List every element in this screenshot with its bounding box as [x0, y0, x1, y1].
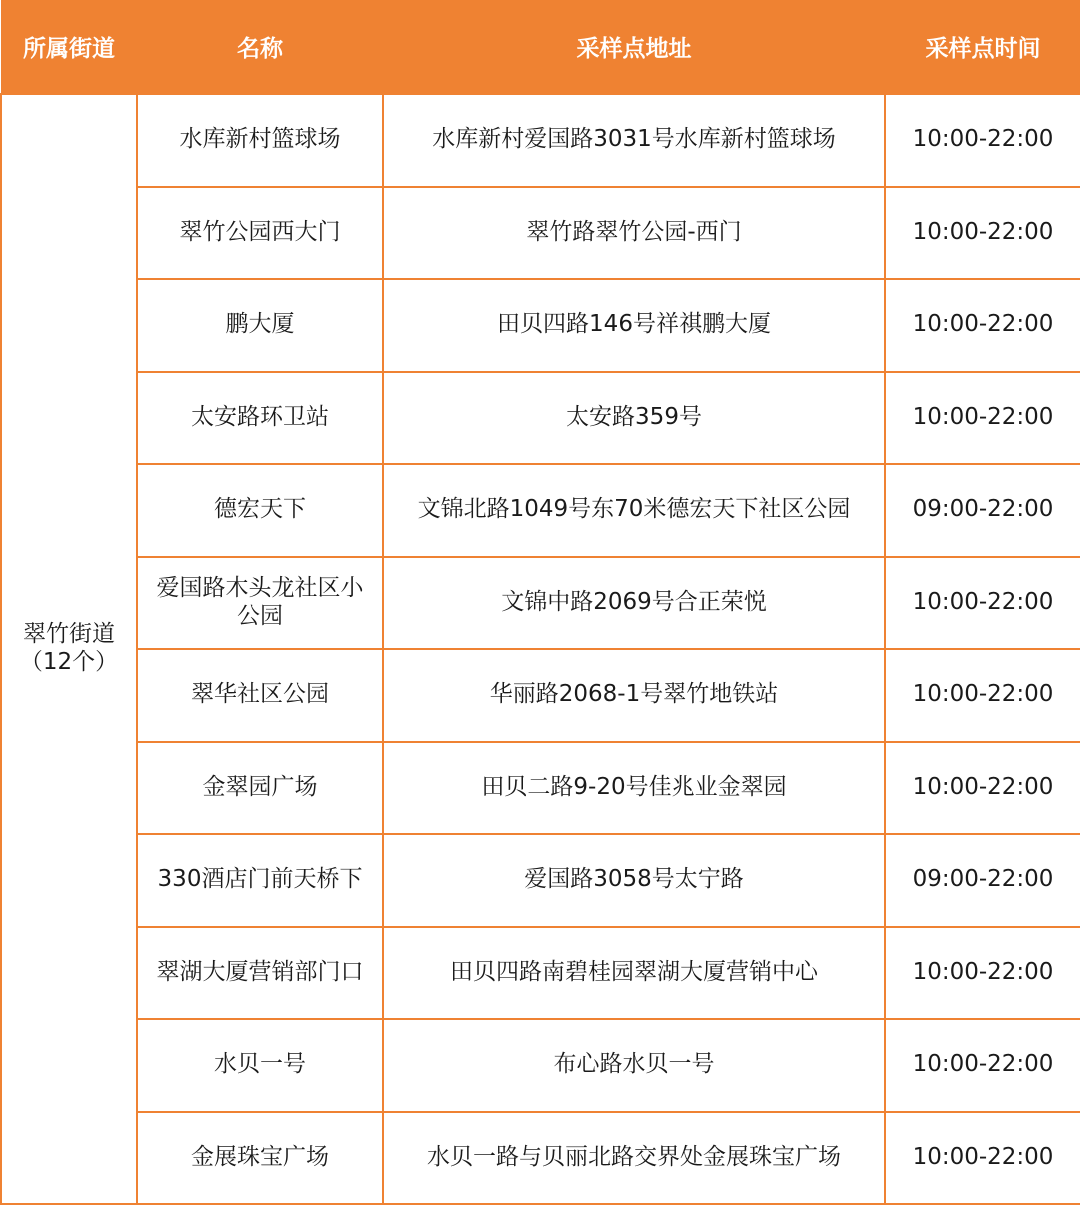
- site-name-cell: [137, 94, 383, 187]
- table-row: [1, 834, 1080, 927]
- table-row: [1, 557, 1080, 650]
- site-hours: 10:00-22:00: [885, 94, 1080, 187]
- table-row: [1, 649, 1080, 742]
- site-address: 田贝二路9-20号佳兆业金翠园: [383, 742, 885, 835]
- site-address: 爱国路3058号太宁路: [383, 834, 885, 927]
- site-address: 水贝一路与贝丽北路交界处金展珠宝广场: [383, 1112, 885, 1205]
- site-name: 翠竹公园西大门: [179, 218, 341, 245]
- table-row: [1, 464, 1080, 557]
- site-address: 华丽路2068-1号翠竹地铁站: [383, 649, 885, 742]
- table-header-row: [1, 0, 1080, 94]
- site-address: 田贝四路南碧桂园翠湖大厦营销中心: [383, 927, 885, 1020]
- site-hours: 10:00-22:00: [885, 927, 1080, 1020]
- site-hours: 09:00-22:00: [885, 834, 1080, 927]
- site-name-cell: [137, 1112, 383, 1205]
- site-name: 水库新村篮球场: [179, 126, 341, 153]
- site-name: 太安路环卫站: [191, 403, 329, 430]
- site-hours: 10:00-22:00: [885, 649, 1080, 742]
- site-name-cell: [137, 742, 383, 835]
- header-time: 采样点时间: [885, 0, 1080, 94]
- site-name-cell: [137, 927, 383, 1020]
- site-name-cell: [137, 834, 383, 927]
- table-row: [1, 94, 1080, 187]
- site-address: 文锦中路2069号合正荣悦: [383, 557, 885, 650]
- site-name-cell: [137, 557, 383, 650]
- site-name: 翠湖大厦营销部门口: [156, 958, 364, 985]
- site-name: 鹏大厦: [225, 311, 295, 338]
- table-row: [1, 1112, 1080, 1205]
- site-address: 文锦北路1049号东70米德宏天下社区公园: [383, 464, 885, 557]
- header-street: 所属街道: [1, 0, 137, 94]
- site-name-cell: [137, 372, 383, 465]
- table-row: [1, 372, 1080, 465]
- street-name: 翠竹街道: [23, 621, 115, 648]
- site-name: 爱国路木头龙社区小公园: [156, 575, 364, 629]
- site-name-cell: [137, 1019, 383, 1112]
- site-address: 水库新村爱国路3031号水库新村篮球场: [383, 94, 885, 187]
- site-address: 翠竹路翠竹公园-西门: [383, 187, 885, 280]
- street-cell: [1, 94, 137, 1204]
- site-hours: 10:00-22:00: [885, 279, 1080, 372]
- table-row: [1, 279, 1080, 372]
- site-address: 布心路水贝一号: [383, 1019, 885, 1112]
- table-body: [1, 94, 1080, 1204]
- site-hours: 10:00-22:00: [885, 1019, 1080, 1112]
- site-name: 330酒店门前天桥下: [157, 866, 363, 893]
- site-name: 金展珠宝广场: [191, 1143, 329, 1170]
- header-name: 名称: [137, 0, 383, 94]
- site-address: 田贝四路146号祥祺鹏大厦: [383, 279, 885, 372]
- site-name: 翠华社区公园: [191, 681, 329, 708]
- site-name-cell: [137, 464, 383, 557]
- site-hours: 10:00-22:00: [885, 557, 1080, 650]
- site-hours: 10:00-22:00: [885, 372, 1080, 465]
- site-address: 太安路359号: [383, 372, 885, 465]
- site-hours: 10:00-22:00: [885, 742, 1080, 835]
- site-name-cell: [137, 279, 383, 372]
- site-hours: 10:00-22:00: [885, 187, 1080, 280]
- site-name: 德宏天下: [214, 496, 306, 523]
- site-name-cell: [137, 187, 383, 280]
- site-name: 水贝一号: [214, 1051, 306, 1078]
- site-hours: 10:00-22:00: [885, 1112, 1080, 1205]
- table-row: [1, 742, 1080, 835]
- street-site-count: （12个）: [19, 649, 119, 675]
- table-row: [1, 927, 1080, 1020]
- header-address: 采样点地址: [383, 0, 885, 94]
- site-name: 金翠园广场: [202, 773, 318, 800]
- site-hours: 09:00-22:00: [885, 464, 1080, 557]
- table-row: [1, 1019, 1080, 1112]
- site-name-cell: [137, 649, 383, 742]
- table-row: [1, 187, 1080, 280]
